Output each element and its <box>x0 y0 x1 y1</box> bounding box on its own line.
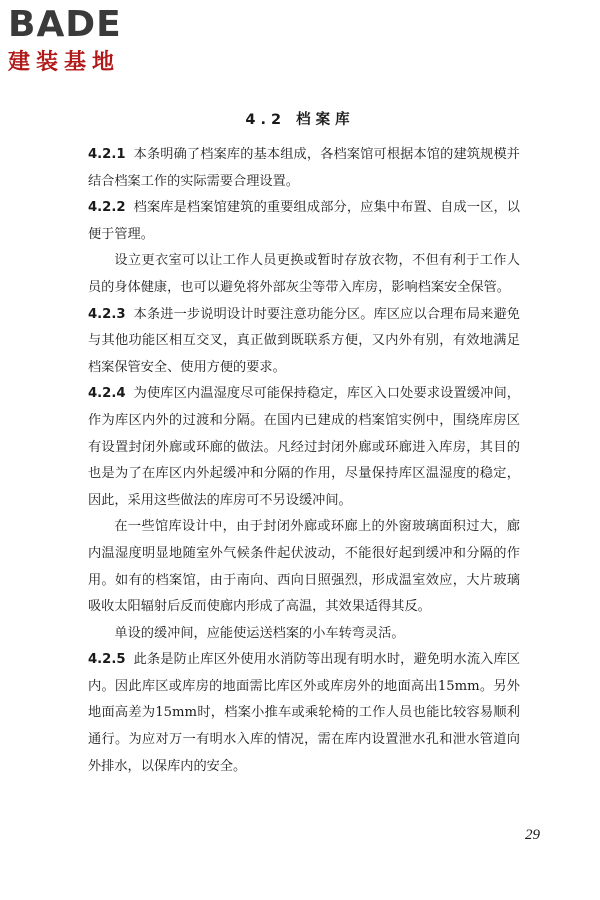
clause-number: 4.2.3 <box>88 306 126 322</box>
clause-number: 4.2.1 <box>88 147 126 162</box>
paragraph-text: 为使库区内温湿度尽可能保持稳定，库区入口处要求设置缓冲间，作为库区内外的过渡和分隔。在国内已建成的档案馆实例中，围绕库房区有设置封闭外廊或环廊的做法。凡经过封闭外廊或环廊进入库房，其目的也是为了在库区内外起缓冲和分隔的作用，尽量保持库区温湿度的稳定，因此，采用这些做法的库房可不另设缓冲间。 <box>88 386 520 508</box>
logo-subtitle: 建装基地 <box>8 50 121 75</box>
clause-number: 4.2.5 <box>88 652 126 668</box>
paragraph-changing-room: 设立更衣室可以让工作人员更换或暂时存放衣物，不但有利于工作人员的身体健康，也可以避免将外部灰尘等带入库房，影响档案安全保管。 <box>88 253 520 295</box>
paragraph-text: 此条是防止库区外使用水消防等出现有明水时，避免明水流入库区内。因此库区或库房的地面需比库区外或库房外的地面高出15mm。另外地面高差为15mm时，档案小推车或乘轮椅的工作人员也能比较容易顺利通行。为应对万一有明水入库的情况，需在库内设置泄水孔和泄水管道向外排水，以保库内的安全。 <box>88 652 520 774</box>
paragraph-text: 本条进一步说明设计时要注意功能分区。库区应以合理布局来避免与其他功能区相互交叉，真正做到既联系方便，又内外有别，有效地满足档案保管安全、使用方便的要求。 <box>88 306 520 375</box>
paragraph-4-2-2 <box>88 195 520 248</box>
document-body <box>88 142 520 780</box>
paragraph-text: 档案库是档案馆建筑的重要组成部分，应集中布置、自成一区，以便于管理。 <box>88 200 520 242</box>
clause-number: 4.2.2 <box>88 200 126 216</box>
paragraph-glass-corridor: 在一些馆库设计中，由于封闭外廊或环廊上的外窗玻璃面积过大，廊内温湿度明显地随室外气候条件起伏波动，不能很好起到缓冲和分隔的作用。如有的档案馆，由于南向、西向日照强烈，形成温室效应，大片玻璃吸收太阳辐射后反而使廊内形成了高温，其效果适得其反。 <box>88 519 520 615</box>
paragraph-buffer-room: 单设的缓冲间，应能使运送档案的小车转弯灵活。 <box>114 625 405 641</box>
clause-number: 4.2.4 <box>88 386 126 402</box>
paragraph-4-2-3 <box>88 302 520 382</box>
logo-wordmark: BADE <box>8 4 122 45</box>
page-number: 29 <box>525 827 540 843</box>
paragraph-text: 本条明确了档案库的基本组成，各档案馆可根据本馆的建筑规模并结合档案工作的实际需要合理设置。 <box>88 147 520 189</box>
paragraph-4-2-1 <box>88 142 520 195</box>
paragraph-4-2-5 <box>88 647 520 780</box>
section-title: 4.2 档案库 <box>245 112 355 128</box>
paragraph-4-2-4 <box>88 381 520 514</box>
logo <box>8 6 178 76</box>
